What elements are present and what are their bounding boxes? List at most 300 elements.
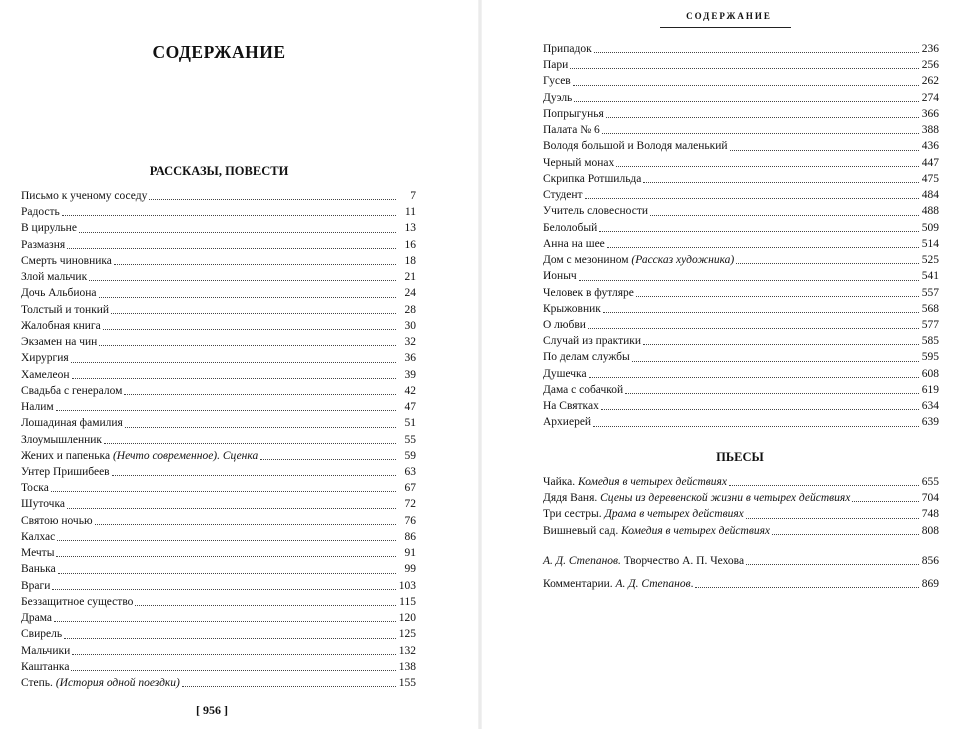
toc-entry <box>543 523 939 539</box>
toc-list-appendix <box>543 553 939 592</box>
toc-entry-title <box>543 57 568 73</box>
toc-entry <box>543 506 939 522</box>
dot-leader <box>772 533 919 535</box>
dot-leader <box>89 279 396 281</box>
toc-entry <box>21 659 416 675</box>
dot-leader <box>594 51 919 53</box>
dot-leader <box>601 408 919 410</box>
toc-entry-page: 256 <box>921 59 939 72</box>
toc-entry-main: Мальчики <box>21 644 71 657</box>
toc-list-stories-continued <box>543 41 939 431</box>
section-title-plays: ПЬЕСЫ <box>716 450 764 464</box>
toc-entry-page: 138 <box>398 660 416 673</box>
toc-entry-title <box>543 490 850 506</box>
toc-entry <box>543 155 939 171</box>
toc-entry-title <box>543 236 605 252</box>
dot-leader <box>95 523 396 525</box>
toc-entry <box>21 610 416 626</box>
toc-entry <box>543 576 939 592</box>
toc-entry-title <box>21 269 87 285</box>
toc-entry-main: Володя большой и Володя маленький <box>543 140 728 153</box>
toc-entry <box>21 253 416 269</box>
dot-leader <box>67 507 396 509</box>
toc-entry-page: 21 <box>404 271 416 284</box>
dot-leader <box>104 442 396 444</box>
toc-entry <box>543 187 939 203</box>
toc-entry-page: 55 <box>404 433 416 446</box>
toc-entry-title <box>543 523 770 539</box>
toc-entry-title <box>21 432 102 448</box>
dot-leader <box>746 563 919 565</box>
dot-leader <box>99 296 396 298</box>
toc-entry-title <box>543 474 727 490</box>
toc-entry-main: Беззащитное существо <box>21 595 134 608</box>
dot-leader <box>125 426 396 428</box>
toc-entry-page: 39 <box>404 368 416 381</box>
toc-entry-page: 18 <box>404 254 416 267</box>
toc-entry <box>543 138 939 154</box>
dot-leader <box>71 669 396 671</box>
section-title-stories: РАССКАЗЫ, ПОВЕСТИ <box>149 164 289 178</box>
toc-entry-main: Дом с мезонином <box>543 254 632 267</box>
toc-entry-title <box>543 349 630 365</box>
toc-entry <box>21 448 416 464</box>
dot-leader <box>112 474 396 476</box>
toc-entry <box>21 237 416 253</box>
toc-entry <box>543 203 939 219</box>
toc-entry-page: 436 <box>921 140 939 153</box>
toc-entry-page: 655 <box>921 476 939 488</box>
toc-entry-main: Случай из практики <box>543 335 642 348</box>
toc-entry-page: 488 <box>921 205 939 218</box>
dot-leader <box>643 181 919 183</box>
toc-entry-page: 51 <box>404 417 416 430</box>
toc-entry-main: Палата № 6 <box>543 124 600 137</box>
toc-entry <box>21 529 416 545</box>
toc-entry-title <box>21 448 258 464</box>
toc-entry-subtitle: Комедия в четырех действиях <box>578 476 727 488</box>
toc-entry <box>21 513 416 529</box>
dot-leader <box>54 620 396 622</box>
dot-leader <box>79 231 396 233</box>
toc-entry-page: 67 <box>404 482 416 495</box>
toc-entry <box>21 415 416 431</box>
toc-list-plays <box>543 474 939 539</box>
dot-leader <box>71 361 396 363</box>
toc-entry-page: 28 <box>404 303 416 316</box>
toc-entry-page: 11 <box>404 206 416 219</box>
toc-entry-page: 120 <box>398 612 416 625</box>
toc-entry-main: Гусев <box>543 75 571 88</box>
toc-entry-title <box>543 106 604 122</box>
toc-entry-page: 115 <box>399 595 416 608</box>
toc-entry <box>543 252 939 268</box>
toc-entry-page: 132 <box>398 644 416 657</box>
toc-entry-title <box>543 301 601 317</box>
toc-entry-title <box>21 415 123 431</box>
toc-entry <box>21 496 416 512</box>
toc-entry-title <box>543 506 744 522</box>
dot-leader <box>62 214 396 216</box>
toc-entry-title <box>21 253 112 269</box>
toc-entry-page: 24 <box>404 287 416 300</box>
toc-entry-page: 16 <box>404 238 416 251</box>
toc-entry-page: 13 <box>404 222 416 235</box>
toc-entry-page: 639 <box>921 416 939 429</box>
toc-entry-main: Толстый и тонкий <box>21 303 110 316</box>
toc-entry-main: Дядя Ваня. <box>543 492 601 505</box>
toc-entry <box>543 73 939 89</box>
toc-entry-title <box>543 90 572 106</box>
toc-entry-main: Чайка. <box>543 476 578 488</box>
dot-leader <box>593 425 919 427</box>
toc-entry-main: Радость <box>21 206 60 219</box>
toc-entry-title <box>543 285 634 301</box>
toc-entry <box>21 220 416 236</box>
dot-leader <box>72 377 396 379</box>
toc-entry-main: О любви <box>543 318 586 331</box>
toc-entry-page: 236 <box>921 43 939 55</box>
dot-leader <box>588 327 919 329</box>
toc-entry <box>543 317 939 333</box>
dot-leader <box>260 458 396 460</box>
toc-entry <box>21 561 416 577</box>
toc-entry <box>543 366 939 382</box>
toc-entry-main: Попрыгунья <box>543 107 604 120</box>
toc-entry-title <box>21 464 110 480</box>
dot-leader <box>632 360 919 362</box>
dot-leader <box>114 263 396 265</box>
toc-entry-title <box>21 399 54 415</box>
toc-entry-main: Вишневый сад. <box>543 524 622 537</box>
right-page <box>480 0 961 729</box>
toc-entry-title <box>21 626 62 642</box>
toc-entry-main: Ванька <box>21 563 56 576</box>
toc-entry-subtitle: Сцены из деревенской жизни в четырех действиях <box>600 492 851 505</box>
toc-entry-page: 856 <box>921 555 939 567</box>
toc-entry <box>21 302 416 318</box>
toc-entry-main: Свадьба с генералом <box>21 384 123 397</box>
dot-leader <box>570 67 919 69</box>
toc-entry-subtitle: (История одной поездки) <box>55 677 180 690</box>
toc-entry-title <box>21 220 77 236</box>
toc-entry-main: Унтер Пришибеев <box>21 465 110 478</box>
left-page <box>0 0 480 729</box>
dot-leader <box>585 197 919 199</box>
toc-entry-page: 59 <box>404 449 416 462</box>
toc-entry-main: Калхас <box>21 530 56 543</box>
toc-entry-page: 91 <box>404 547 416 560</box>
dot-leader <box>636 295 919 297</box>
toc-entry <box>543 57 939 73</box>
dot-leader <box>852 500 919 502</box>
page-title: СОДЕРЖАНИЕ <box>152 42 286 62</box>
toc-entry-tail: . <box>690 578 694 591</box>
toc-entry-page: 608 <box>921 367 939 380</box>
toc-entry <box>21 285 416 301</box>
toc-entry-title <box>21 643 70 659</box>
toc-entry <box>543 553 939 569</box>
dot-leader <box>643 343 919 345</box>
toc-entry <box>543 382 939 398</box>
dot-leader <box>149 198 396 200</box>
toc-entry-title <box>543 414 591 430</box>
toc-entry-main: Архиерей <box>543 416 592 429</box>
toc-entry-subtitle: (Рассказ художника) <box>631 254 735 267</box>
toc-entry-page: 366 <box>921 107 939 120</box>
toc-entry <box>21 350 416 366</box>
toc-entry-main: Крыжовник <box>543 302 601 315</box>
dot-leader <box>573 84 919 86</box>
toc-entry-main: Три сестры. <box>543 508 605 521</box>
toc-entry <box>21 675 416 691</box>
toc-entry-page: 577 <box>921 318 939 331</box>
dot-leader <box>579 279 919 281</box>
toc-entry-title <box>543 553 744 569</box>
toc-entry-main: Злоумышленник <box>21 433 103 446</box>
toc-entry-title <box>21 302 109 318</box>
toc-entry-page: 99 <box>404 563 416 576</box>
dot-leader <box>607 246 919 248</box>
toc-entry-page: 76 <box>404 514 416 527</box>
toc-entry-main: Дама с собачкой <box>543 383 624 396</box>
toc-entry-main: Святою ночью <box>21 514 93 527</box>
toc-entry <box>543 285 939 301</box>
toc-entry-main: Учитель словесности <box>543 205 648 218</box>
toc-entry-main: Шуточка <box>21 498 65 511</box>
toc-entry-title <box>543 317 586 333</box>
toc-entry <box>21 399 416 415</box>
toc-entry-title <box>21 383 122 399</box>
dot-leader <box>56 555 396 557</box>
dot-leader <box>51 490 396 492</box>
toc-entry-page: 869 <box>921 578 939 591</box>
toc-entry <box>543 236 939 252</box>
dot-leader <box>103 328 396 330</box>
toc-entry-title <box>543 203 648 219</box>
toc-entry <box>543 106 939 122</box>
toc-entry-main: Лошадиная фамилия <box>21 417 123 430</box>
toc-entry-subtitle: Драма в четырех действиях <box>604 508 744 521</box>
dot-leader <box>625 392 919 394</box>
toc-entry-main: Белолобый <box>543 221 598 234</box>
toc-entry-main: Свирель <box>21 628 63 641</box>
running-head: СОДЕРЖАНИЕ <box>686 11 772 21</box>
dot-leader <box>603 311 919 313</box>
toc-entry <box>21 432 416 448</box>
dot-leader <box>58 572 396 574</box>
toc-entry <box>543 220 939 236</box>
toc-entry <box>21 464 416 480</box>
toc-entry-title <box>543 398 599 414</box>
toc-entry-page: 125 <box>398 628 416 641</box>
dot-leader <box>602 132 919 134</box>
toc-entry <box>543 301 939 317</box>
toc-entry-main: Смерть чиновника <box>21 254 112 267</box>
toc-entry-title <box>543 252 734 268</box>
toc-entry-main: Размазня <box>21 238 66 251</box>
dot-leader <box>746 517 919 519</box>
toc-entry-main: Анна на шее <box>543 237 605 250</box>
toc-entry-page: 7 <box>410 190 416 202</box>
toc-entry-main: Злой мальчик <box>21 271 88 284</box>
toc-entry-main: Студент <box>543 189 583 202</box>
dot-leader <box>616 165 919 167</box>
toc-entry-main: По делам службы <box>543 351 630 364</box>
dot-leader <box>99 344 396 346</box>
toc-entry-title <box>543 138 728 154</box>
dot-leader <box>56 409 396 411</box>
toc-entry-page: 30 <box>404 319 416 332</box>
toc-entry-title <box>21 513 93 529</box>
toc-entry <box>543 90 939 106</box>
toc-entry-title <box>21 367 70 383</box>
dot-leader <box>729 484 919 486</box>
toc-entry-title <box>543 268 577 284</box>
toc-entry-page: 541 <box>921 270 939 283</box>
toc-entry-page: 388 <box>921 124 939 137</box>
toc-entry <box>543 333 939 349</box>
toc-entry <box>21 318 416 334</box>
toc-entry-title <box>21 285 97 301</box>
toc-entry <box>543 474 939 490</box>
toc-entry-main: Драма <box>21 612 53 625</box>
page-number: [ 956 ] <box>196 703 228 717</box>
toc-entry-title <box>543 41 592 57</box>
toc-entry-title <box>21 545 54 561</box>
toc-entry-title <box>543 122 600 138</box>
dot-leader <box>599 230 919 232</box>
toc-entry-title <box>543 576 693 592</box>
toc-entry-main: Письмо к ученому соседу <box>21 190 148 202</box>
toc-entry-main: Хирургия <box>21 352 69 365</box>
toc-entry-page: 475 <box>921 172 939 185</box>
dot-leader <box>695 586 919 588</box>
toc-entry-main: Ионыч <box>543 270 577 283</box>
toc-entry-main: В цирульне <box>21 222 77 235</box>
toc-entry-main: Враги <box>21 579 51 592</box>
toc-entry-page: 525 <box>921 254 939 267</box>
toc-entry <box>21 383 416 399</box>
toc-entry <box>21 188 416 204</box>
dot-leader <box>124 393 396 395</box>
toc-entry-title <box>543 333 641 349</box>
toc-entry-main: Каштанка <box>21 660 70 673</box>
toc-entry-title <box>21 237 65 253</box>
toc-entry-page: 509 <box>921 221 939 234</box>
toc-entry-main: Комментарии. <box>543 578 616 591</box>
toc-entry-main: Душечка <box>543 367 587 380</box>
toc-entry-page: 42 <box>404 384 416 397</box>
toc-entry-title <box>21 578 50 594</box>
toc-entry-main: Черный монах <box>543 156 615 169</box>
toc-entry <box>543 41 939 57</box>
toc-entry <box>543 414 939 430</box>
toc-entry-page: 47 <box>404 401 416 414</box>
toc-entry-main: Мечты <box>21 547 55 560</box>
toc-entry-subtitle: (Нечто современное). Сценка <box>112 449 259 462</box>
dot-leader <box>182 685 396 687</box>
dot-leader <box>72 653 396 655</box>
toc-entry <box>21 269 416 285</box>
toc-entry <box>543 398 939 414</box>
toc-entry-main: Хамелеон <box>21 368 70 381</box>
dot-leader <box>589 376 919 378</box>
toc-entry-title <box>543 155 614 171</box>
toc-entry-title <box>21 350 69 366</box>
toc-entry-main: Степь. <box>21 677 56 690</box>
toc-entry <box>21 480 416 496</box>
toc-entry-page: 619 <box>921 383 939 396</box>
toc-entry-main: Дуэль <box>543 91 573 104</box>
toc-entry-page: 595 <box>921 351 939 364</box>
toc-entry <box>21 334 416 350</box>
toc-entry-page: 557 <box>921 286 939 299</box>
toc-entry <box>21 643 416 659</box>
dot-leader <box>650 214 919 216</box>
toc-entry-title <box>21 659 69 675</box>
toc-entry-title <box>21 675 180 691</box>
toc-entry-main: Экзамен на чин <box>21 336 98 349</box>
toc-entry-title <box>21 480 49 496</box>
toc-entry <box>21 594 416 610</box>
toc-entry-title <box>21 334 97 350</box>
toc-entry-title <box>21 496 65 512</box>
toc-entry-title <box>543 73 571 89</box>
dot-leader <box>64 637 396 639</box>
toc-entry-page: 484 <box>921 189 939 202</box>
toc-entry-title <box>543 187 583 203</box>
toc-entry-page: 514 <box>921 237 939 250</box>
dot-leader <box>574 100 919 102</box>
toc-entry-title <box>543 220 597 236</box>
toc-entry-page: 262 <box>921 75 939 88</box>
toc-entry <box>21 367 416 383</box>
toc-entry-main: Припадок <box>543 43 592 55</box>
toc-entry-page: 274 <box>921 91 939 104</box>
toc-entry-page: 447 <box>921 156 939 169</box>
toc-entry-title <box>21 594 133 610</box>
dot-leader <box>606 116 919 118</box>
toc-entry-page: 86 <box>404 530 416 543</box>
toc-entry-main: Дочь Альбиона <box>21 287 97 300</box>
toc-entry-subtitle: А. Д. Степанов <box>615 578 691 591</box>
toc-entry <box>543 490 939 506</box>
toc-entry <box>21 204 416 220</box>
dot-leader <box>135 604 396 606</box>
dot-leader <box>730 149 919 151</box>
toc-entry <box>21 578 416 594</box>
dot-leader <box>67 247 396 249</box>
toc-entry-title <box>21 318 101 334</box>
toc-entry-page: 704 <box>921 492 939 505</box>
toc-entry-page: 72 <box>404 498 416 511</box>
toc-entry-subtitle: Комедия в четырех действиях <box>621 524 771 537</box>
toc-entry-page: 32 <box>404 336 416 349</box>
toc-entry-title <box>21 529 55 545</box>
toc-entry-page: 155 <box>398 677 416 690</box>
toc-entry-title <box>543 366 587 382</box>
toc-entry-subtitle: А. Д. Степанов. <box>543 555 621 567</box>
toc-entry-page: 634 <box>921 400 939 413</box>
toc-entry-main: Жених и папенька <box>21 449 113 462</box>
toc-entry-main: Тоска <box>21 482 49 495</box>
toc-entry-page: 63 <box>404 465 416 478</box>
toc-entry <box>543 349 939 365</box>
toc-entry <box>543 122 939 138</box>
toc-entry-main: Человек в футляре <box>543 286 634 299</box>
dot-leader <box>736 262 919 264</box>
